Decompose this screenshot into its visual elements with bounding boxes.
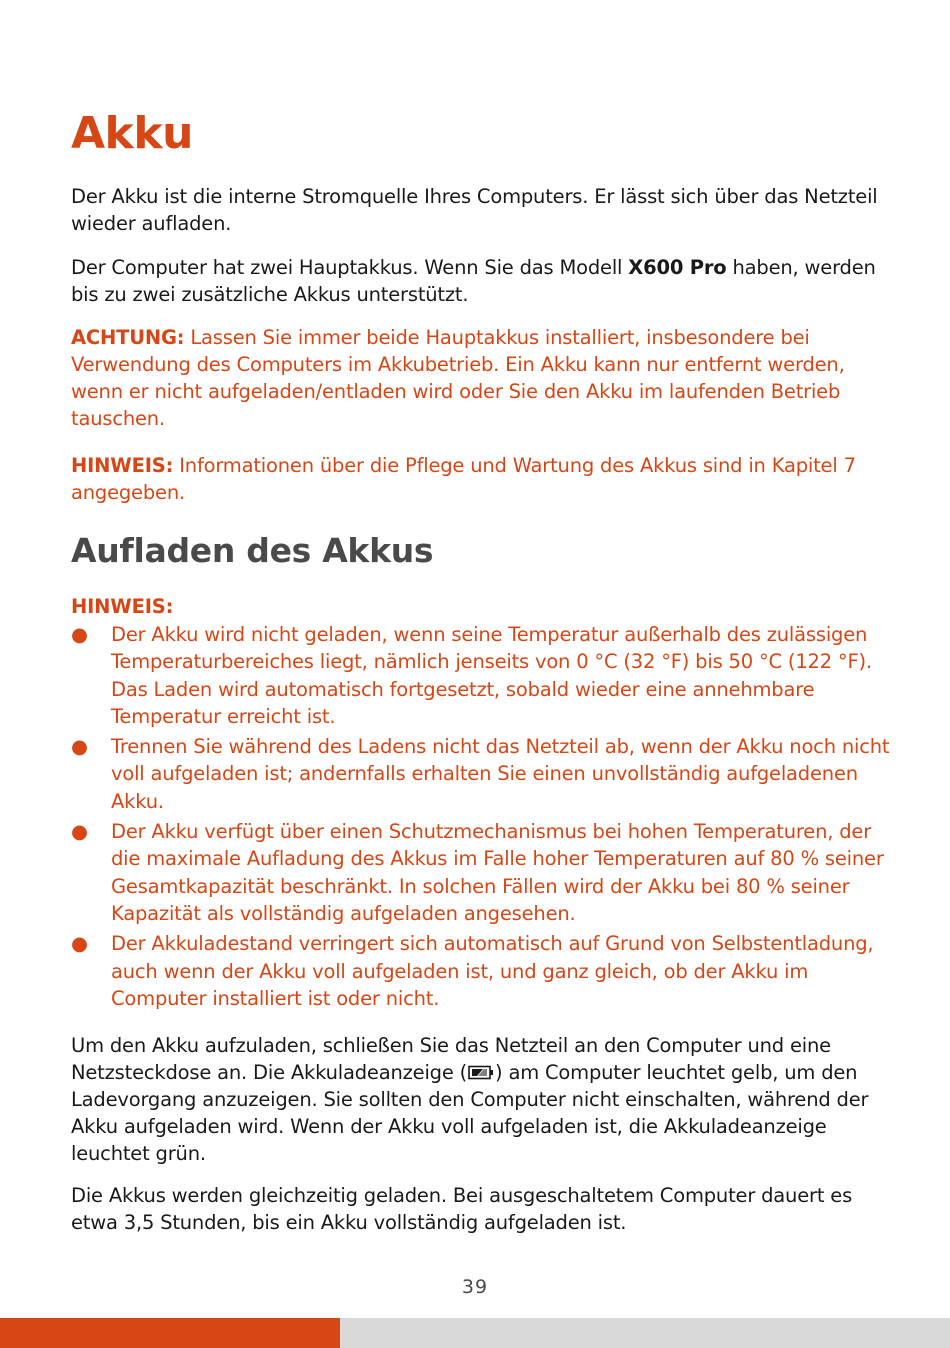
battery-charging-icon	[468, 1065, 494, 1080]
list-item-text: Der Akkuladestand verringert sich automatisch auf Grund von Selbstentladung, auch wenn der Akku voll aufgeladen ist, und ganz gleich, ob der Akku im Computer installiert ist oder nicht.	[111, 932, 874, 1010]
charging-text-after: ) am Computer leuchtet gelb, um den Ladevorgang anzuzeigen. Sie sollten den Computer nicht einschalten, während der Akku aufgeladen wird. Wenn der Akku voll aufgeladen ist, die Akkuladeanzeige leuchtet grün.	[71, 1061, 869, 1165]
list-item	[71, 733, 891, 815]
hint-text: Informationen über die Pflege und Wartung des Akkus sind in Kapitel 7 angegeben.	[71, 454, 856, 504]
bullet: ●	[71, 820, 88, 844]
section-title: Aufladen des Akkus	[71, 531, 434, 570]
models-text-before: Der Computer hat zwei Hauptakkus. Wenn Sie das Modell	[71, 256, 629, 279]
bullet: ●	[71, 932, 88, 956]
model-name: X600 Pro	[628, 256, 727, 279]
hint-note	[71, 452, 891, 506]
footer-accent-bar	[0, 1318, 340, 1348]
duration-paragraph: Die Akkus werden gleichzeitig geladen. Bei ausgeschaltetem Computer dauert es etwa 3,5 Stunden, bis ein Akku vollständig aufgeladen ist.	[71, 1184, 853, 1234]
list-item-text: Trennen Sie während des Ladens nicht das Netzteil ab, wenn der Akku noch nicht voll aufgeladen ist; andernfalls erhalten Sie einen unvollständig aufgeladenen Akku.	[111, 735, 890, 813]
page-number: 39	[461, 1276, 489, 1298]
hint-label-2: HINWEIS:	[71, 595, 174, 618]
page-title: Akku	[71, 108, 193, 159]
list-item	[71, 930, 891, 1012]
intro-paragraph: Der Akku ist die interne Stromquelle Ihres Computers. Er lässt sich über das Netzteil wieder aufladen.	[71, 185, 878, 235]
hint-note-2-label-line	[71, 593, 891, 620]
hint-label: HINWEIS:	[71, 454, 174, 477]
caution-label: ACHTUNG:	[71, 326, 185, 349]
list-item-text: Der Akku wird nicht geladen, wenn seine Temperatur außerhalb des zulässigen Temperaturbereiches liegt, nämlich jenseits von 0 °C (32 °F) bis 50 °C (122 °F). Das Laden wird automatisch fortgesetzt, sobald wieder eine annehmbare Temperatur erreicht ist.	[111, 623, 872, 728]
list-item	[71, 621, 891, 730]
bullet: ●	[71, 623, 88, 646]
models-paragraph	[71, 254, 891, 308]
list-item-text: Der Akku verfügt über einen Schutzmechanismus bei hohen Temperaturen, der die maximale Aufladung des Akkus im Falle hoher Temperaturen auf 80 % seiner Gesamtkapazität beschränkt. In solchen Fällen wird der Akku bei 80 % seiner Kapazität als vollständig aufgeladen angesehen.	[111, 820, 884, 925]
footer-gray-bar	[340, 1318, 950, 1348]
charging-paragraph	[71, 1032, 891, 1167]
list-item	[71, 818, 891, 927]
caution-text: Lassen Sie immer beide Hauptakkus installiert, insbesondere bei Verwendung des Computers im Akkubetrieb. Ein Akku kann nur entfernt werden, wenn er nicht aufgeladen/entladen wird oder Sie den Akku im laufenden Betrieb tauschen.	[71, 326, 845, 430]
models-text-after: haben, werden bis zu zwei zusätzliche Akkus unterstützt.	[71, 256, 876, 306]
bullet: ●	[71, 735, 88, 759]
hint-list	[71, 621, 891, 1015]
caution-note	[71, 324, 891, 432]
charging-text-before: Um den Akku aufzuladen, schließen Sie das Netzteil an den Computer und eine Netzsteckdose an. Die Akkuladeanzeige (	[71, 1034, 831, 1084]
